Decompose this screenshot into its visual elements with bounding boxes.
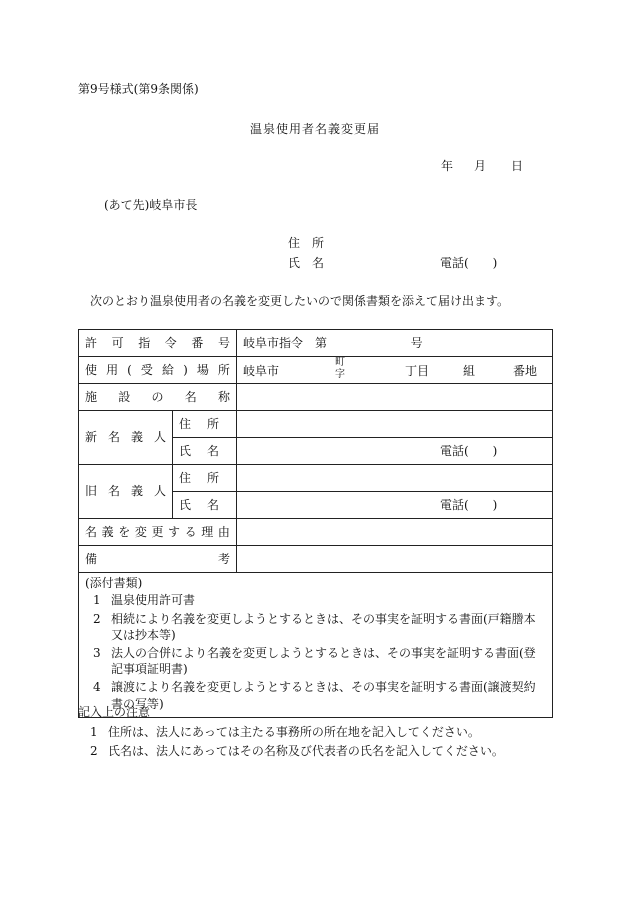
use-kumi: 組 bbox=[463, 364, 476, 378]
facility-name-label bbox=[79, 384, 237, 411]
new-holder-name-label bbox=[173, 438, 237, 465]
permit-number-field[interactable] bbox=[237, 330, 553, 357]
label-char: 給 bbox=[161, 362, 174, 377]
applicant-address-label: 住 所 bbox=[288, 236, 325, 250]
note-number: 2 bbox=[90, 744, 98, 758]
old-holder-name-label-text bbox=[179, 498, 219, 512]
use-banchi: 番地 bbox=[513, 364, 538, 378]
label-char: 義 bbox=[130, 484, 143, 499]
new-holder-name-field[interactable] bbox=[237, 438, 553, 465]
old-holder-name-field[interactable] bbox=[237, 492, 553, 519]
label-char: 施 bbox=[85, 389, 98, 404]
use-location-field[interactable] bbox=[237, 357, 553, 384]
applicant-name-label: 氏 名 bbox=[288, 256, 325, 270]
label-char: 氏 bbox=[179, 497, 192, 512]
new-holder-address-field[interactable] bbox=[237, 411, 553, 438]
label-char: 場 bbox=[196, 362, 209, 377]
label-char: 用 bbox=[106, 362, 119, 377]
old-holder-address-row bbox=[79, 465, 553, 492]
use-city: 岐阜市 bbox=[243, 364, 280, 378]
new-holder-name-label-text bbox=[179, 444, 219, 458]
label-char: 人 bbox=[153, 430, 166, 445]
new-holder-address-row bbox=[79, 411, 553, 438]
label-char: 更 bbox=[151, 524, 164, 539]
attachment-text: 相続により名義を変更しようとするときは、その事実を証明する書面(戸籍謄本又は抄本等) bbox=[111, 611, 536, 642]
attachment-number: 4 bbox=[93, 680, 101, 695]
note-item bbox=[90, 725, 480, 739]
old-holder-name-label bbox=[173, 492, 237, 519]
label-char: 考 bbox=[217, 551, 230, 566]
label-char: 受 bbox=[140, 362, 153, 377]
use-chome: 丁目 bbox=[405, 364, 430, 378]
label-char: 旧 bbox=[85, 484, 98, 499]
label-char: ) bbox=[183, 362, 188, 377]
label-char: る bbox=[184, 524, 197, 539]
use-aza: 字 bbox=[335, 369, 345, 380]
permit-value-suffix: 号 bbox=[410, 335, 423, 350]
new-holder-address-label bbox=[173, 411, 237, 438]
label-char: ( bbox=[127, 362, 132, 377]
reason-field[interactable] bbox=[237, 519, 553, 546]
old-holder-label-text bbox=[85, 484, 166, 498]
old-holder-address-label bbox=[173, 465, 237, 492]
new-holder-address-label-text bbox=[179, 417, 219, 431]
label-char: す bbox=[168, 524, 181, 539]
label-char: 指 bbox=[138, 335, 151, 350]
reason-label bbox=[79, 519, 237, 546]
attachment-number: 2 bbox=[93, 611, 101, 626]
use-location-row bbox=[79, 357, 553, 384]
permit-row bbox=[79, 330, 553, 357]
facility-row bbox=[79, 384, 553, 411]
applicant-phone-label: 電話( ) bbox=[440, 256, 498, 270]
remarks-field[interactable] bbox=[237, 546, 553, 573]
label-char: 所 bbox=[206, 470, 219, 485]
note-item bbox=[90, 744, 504, 758]
label-char: 由 bbox=[217, 524, 230, 539]
note-number: 1 bbox=[90, 725, 98, 739]
label-char: 名 bbox=[107, 430, 120, 445]
label-char: 許 bbox=[85, 335, 98, 350]
reason-label-text bbox=[85, 525, 230, 539]
label-char: 住 bbox=[179, 470, 192, 485]
label-char: 住 bbox=[179, 416, 192, 431]
label-char: 名 bbox=[206, 497, 219, 512]
label-char: 可 bbox=[111, 335, 124, 350]
old-holder-phone-label: 電話( ) bbox=[440, 497, 498, 512]
label-char: 義 bbox=[130, 430, 143, 445]
use-location-label bbox=[79, 357, 237, 384]
note-text: 住所は、法人にあっては主たる事務所の所在地を記入してください。 bbox=[108, 725, 480, 739]
note-text: 氏名は、法人にあってはその名称及び代表者の氏名を記入してください。 bbox=[108, 744, 504, 758]
label-char: 氏 bbox=[179, 443, 192, 458]
attachments-title: (添付書類) bbox=[85, 576, 143, 590]
attachment-item bbox=[85, 592, 546, 608]
facility-name-label-text bbox=[85, 390, 230, 404]
form-number: 第9号様式(第9条関係) bbox=[78, 82, 199, 96]
addressee: (あて先)岐阜市長 bbox=[104, 198, 198, 212]
label-char: 変 bbox=[134, 524, 147, 539]
label-char: 所 bbox=[206, 416, 219, 431]
remarks-label bbox=[79, 546, 237, 573]
label-char: 新 bbox=[85, 430, 98, 445]
attachment-text: 温泉使用許可書 bbox=[111, 593, 196, 608]
permit-number-label-text bbox=[85, 336, 230, 350]
label-char: 番 bbox=[191, 335, 204, 350]
label-char: 理 bbox=[201, 524, 214, 539]
label-char: 称 bbox=[217, 389, 230, 404]
new-holder-phone-label: 電話( ) bbox=[440, 443, 498, 458]
label-char: 設 bbox=[118, 389, 131, 404]
old-holder-address-field[interactable] bbox=[237, 465, 553, 492]
attachment-number: 3 bbox=[93, 645, 101, 660]
label-char: 名 bbox=[206, 443, 219, 458]
date-year-label: 年 bbox=[441, 159, 454, 173]
notes-heading: 記入上の注意 bbox=[78, 705, 151, 719]
attachment-item bbox=[85, 611, 546, 643]
new-holder-label-text bbox=[85, 430, 166, 444]
label-char: 所 bbox=[217, 362, 230, 377]
statement-text: 次のとおり温泉使用者の名義を変更したいので関係書類を添えて届け出ます。 bbox=[90, 294, 510, 308]
old-holder-address-label-text bbox=[179, 471, 219, 485]
attachments-cell bbox=[79, 573, 553, 718]
facility-name-field[interactable] bbox=[237, 384, 553, 411]
attachment-item bbox=[85, 645, 546, 677]
attachment-number: 1 bbox=[93, 593, 101, 608]
permit-value-prefix: 岐阜市指令 第 bbox=[243, 335, 328, 350]
use-location-label-text bbox=[85, 363, 230, 377]
document-title: 温泉使用者名義変更届 bbox=[249, 122, 380, 136]
label-char: 人 bbox=[153, 484, 166, 499]
label-char: 号 bbox=[217, 335, 230, 350]
label-char: 備 bbox=[85, 551, 98, 566]
form-table bbox=[78, 329, 553, 718]
label-char: 義 bbox=[101, 524, 114, 539]
old-holder-label bbox=[79, 465, 173, 519]
label-char: 令 bbox=[164, 335, 177, 350]
label-char: 名 bbox=[107, 484, 120, 499]
attachment-item bbox=[85, 679, 546, 711]
new-holder-label bbox=[79, 411, 173, 465]
label-char: を bbox=[118, 524, 131, 539]
date-month-label: 月 bbox=[474, 159, 487, 173]
permit-number-label bbox=[79, 330, 237, 357]
attachments-row bbox=[79, 573, 553, 718]
remarks-row bbox=[79, 546, 553, 573]
remarks-label-text bbox=[85, 552, 230, 566]
label-char: 名 bbox=[184, 389, 197, 404]
date-day-label: 日 bbox=[511, 159, 524, 173]
label-char: 使 bbox=[85, 362, 98, 377]
reason-row bbox=[79, 519, 553, 546]
label-char: 名 bbox=[85, 524, 98, 539]
attachment-text: 譲渡により名義を変更しようとするときは、その事実を証明する書面(譲渡契約書の写等) bbox=[111, 680, 536, 711]
attachment-text: 法人の合併により名義を変更しようとするときは、その事実を証明する書面(登記事項証明書) bbox=[111, 645, 536, 677]
use-town: 町 bbox=[335, 357, 345, 368]
label-char: の bbox=[151, 389, 164, 404]
